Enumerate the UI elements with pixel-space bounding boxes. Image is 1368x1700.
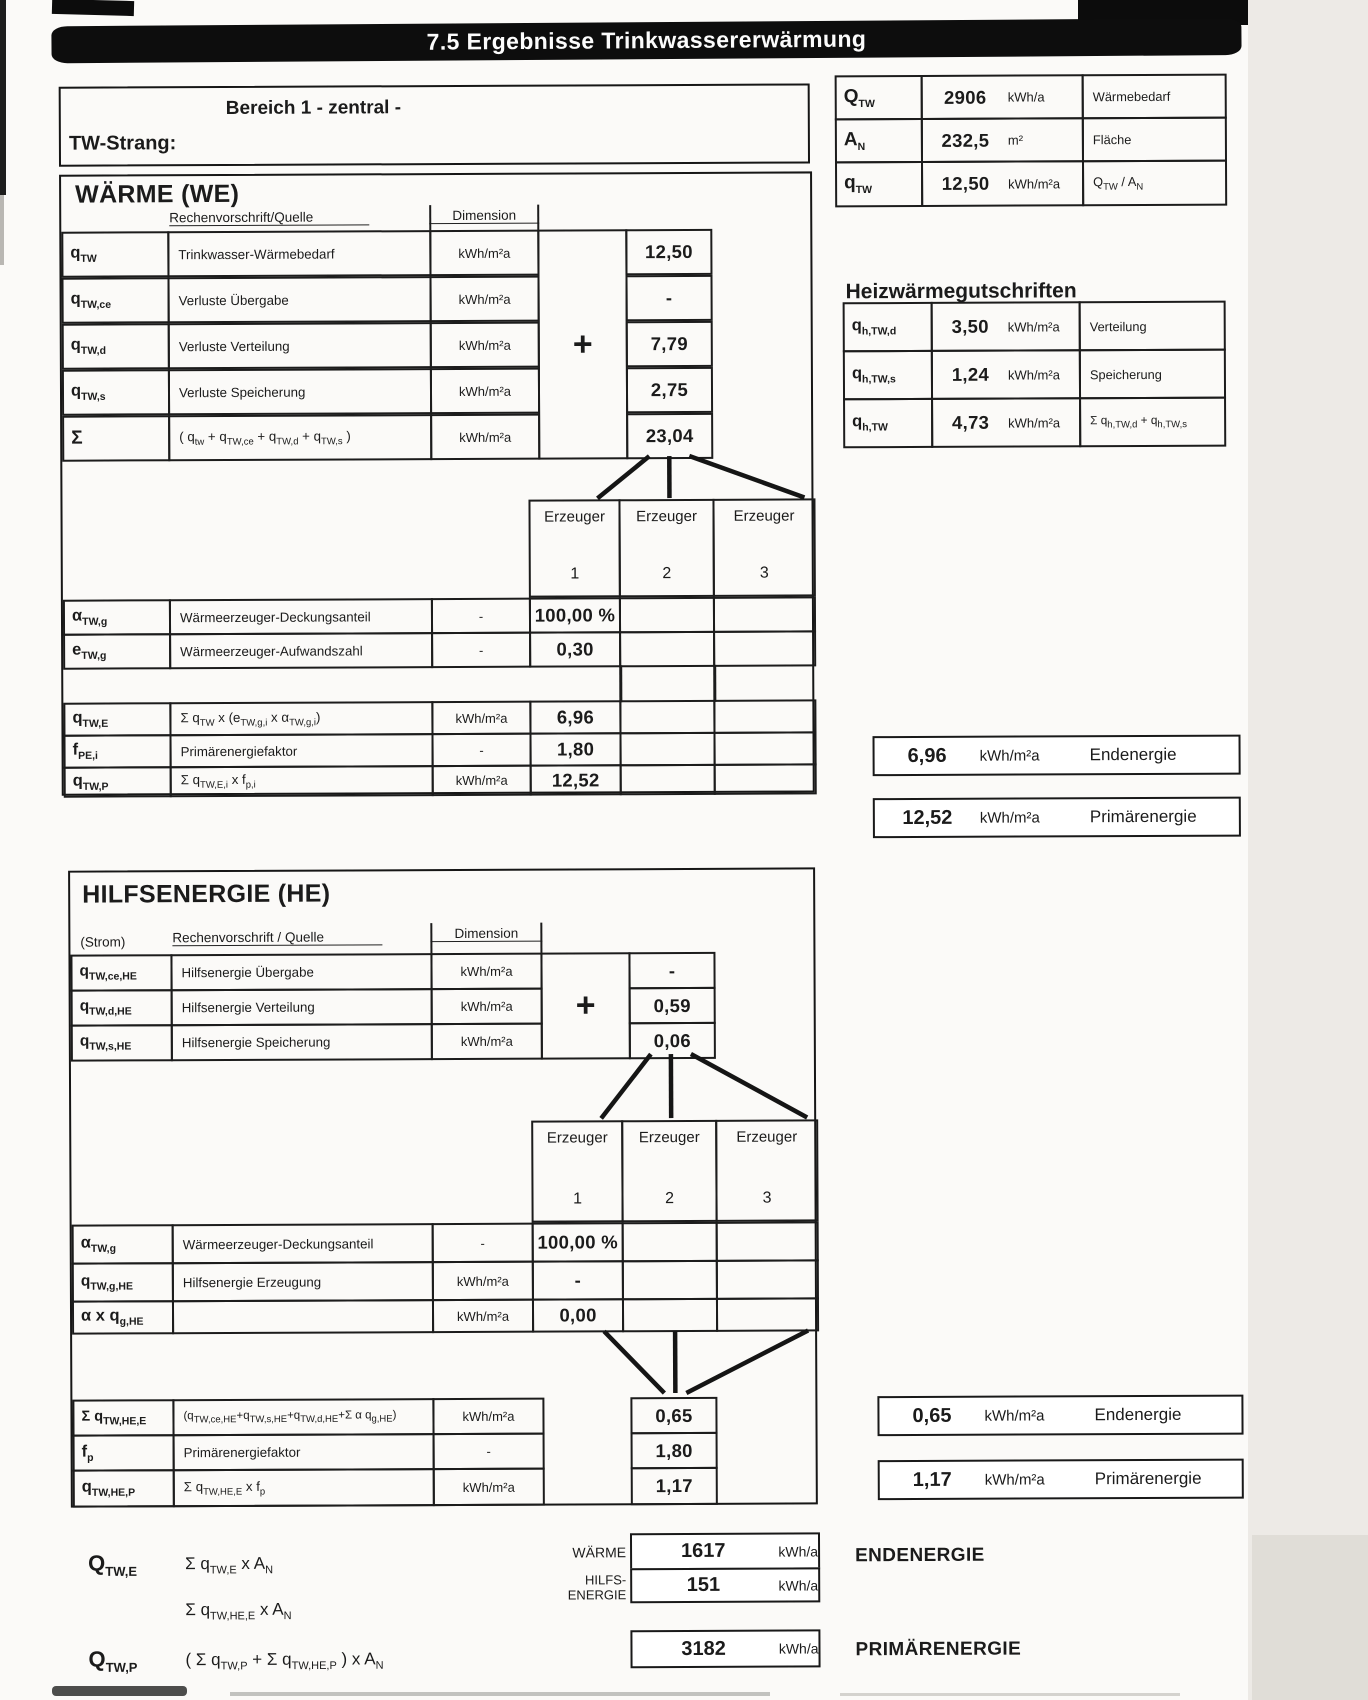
row-dimension: -	[432, 1223, 534, 1263]
summary-symbol: $A_N$	[835, 118, 923, 163]
row-symbol: $f_p$	[73, 1434, 175, 1471]
gutschrift-desc: Verteilung	[1079, 301, 1226, 352]
row-desc: Trinkwasser-Wärmebedarf	[167, 230, 431, 277]
he-primaerenergie-value: 1,17	[912, 1468, 952, 1491]
gutschrift-desc: Σ $q_{h,TW,d} + q_{h,TW,s}$	[1079, 397, 1226, 448]
hilfsenergie-total-value: 151	[686, 1573, 721, 1596]
erzeuger3-cell	[713, 630, 816, 666]
row-symbol: $q_{TW,s,HE}$	[71, 1024, 173, 1061]
sum-value: 23,04	[626, 413, 713, 459]
primaerenergie-heading: PRIMÄRENERGIE	[855, 1638, 1022, 1661]
row-symbol: Σ $q_{TW,HE,E}$	[72, 1399, 174, 1436]
erzeuger3-cell	[713, 699, 816, 733]
endenergie-heading: ENDENERGIE	[855, 1544, 985, 1567]
gutschrift-value-unit: 3,50 kWh/m²a	[931, 301, 1081, 352]
row-symbol: Σ	[62, 415, 170, 461]
erzeuger1-value: 1,80	[529, 732, 621, 766]
total-formula-3: ( Σ $q_{TW,P} + \Sigma$ $q_{TW,HE,P}$ ) x $A_N$	[185, 1649, 384, 1673]
gutschrift-symbol: $q_{h,TW}$	[843, 398, 933, 448]
row-desc: Σ $q_{TW,E,i}$ x $f_{p,i}$	[170, 765, 434, 797]
we-primaerenergie-value: 12,52	[902, 806, 953, 829]
row-dimension: kWh/m²a	[432, 1261, 534, 1301]
erzeuger2-cell	[622, 1298, 718, 1332]
plus-sign: +	[572, 324, 593, 363]
row-dimension: kWh/m²a	[432, 1398, 544, 1435]
erzeuger1-value: 100,00 %	[529, 597, 621, 633]
row-symbol: $e_{TW,g}$	[63, 633, 171, 669]
connector-tick	[713, 665, 716, 702]
summary-value-unit: 2906 kWh/a	[921, 74, 1084, 120]
he-endenergie-value: 0,65	[912, 1404, 952, 1427]
erzeuger3-cell	[714, 763, 817, 794]
he-endenergie-unit: kWh/m²a	[984, 1406, 1045, 1425]
row-desc: Hilfsenergie Speicherung	[171, 1023, 433, 1061]
row-dimension: -	[431, 632, 531, 668]
he-endenergie-label: Endenergie	[1094, 1404, 1182, 1425]
row-dimension: kWh/m²a	[430, 414, 540, 460]
row-symbol: $q_{TW,s}$	[62, 369, 170, 415]
waerme-total-unit: kWh/a	[778, 1542, 819, 1560]
gutschriften-title: Heizwärmegutschriften	[845, 279, 1077, 304]
erzeuger-header-1: Erzeuger 1	[531, 1120, 623, 1222]
strom-label: (Strom)	[80, 934, 126, 950]
hilfsenergie-total-label: HILFS- ENERGIE	[567, 1572, 627, 1603]
row-symbol: $q_{TW,ce}$	[61, 277, 169, 323]
gutschrift-symbol: $q_{h,TW,d}$	[843, 302, 933, 352]
erzeuger-header-3: Erzeuger 3	[712, 498, 815, 596]
row-symbol: $q_{TW,HE,P}$	[73, 1469, 175, 1507]
waerme-table	[59, 171, 815, 795]
hilfsenergie-title: HILFSENERGIE (HE)	[82, 879, 331, 909]
waerme-col-quelle: Rechenvorschrift/Quelle	[169, 209, 369, 226]
erzeuger-header-2: Erzeuger 2	[621, 1120, 717, 1222]
erzeuger1-value: -	[532, 1260, 624, 1300]
row-desc: Verluste Übergabe	[167, 276, 431, 323]
erzeuger3-cell	[716, 1221, 819, 1261]
row-desc: Wärmeerzeuger-Deckungsanteil	[172, 1223, 434, 1264]
total-symbol-qtwe: $Q_{TW,E}$	[88, 1550, 138, 1579]
row-symbol: $q_{TW}$	[61, 231, 169, 277]
erzeuger-header-2: Erzeuger 2	[618, 499, 714, 597]
row-dimension: kWh/m²a	[431, 988, 543, 1025]
primaerenergie-total-value: 3182	[681, 1637, 726, 1660]
summary-desc: $Q_{TW} / A_N$	[1082, 160, 1227, 207]
row-desc	[172, 1299, 434, 1334]
gutschrift-desc: Speicherung	[1079, 349, 1226, 400]
gutschrift-symbol: $q_{h,TW,s}$	[843, 350, 933, 400]
he-primaerenergie-unit: kWh/m²a	[984, 1470, 1045, 1489]
we-endenergie-value: 6,96	[907, 744, 947, 767]
row-symbol: $q_{TW,g,HE}$	[72, 1262, 174, 1302]
he-endenergie-box	[877, 1395, 1243, 1437]
row-desc: Hilfsenergie Übergabe	[170, 953, 432, 991]
summary-desc: Wärmebedarf	[1082, 74, 1227, 120]
erzeuger3-cell	[716, 1297, 819, 1331]
we-primaerenergie-label: Primärenergie	[1089, 806, 1197, 827]
tw-strang-label: TW-Strang:	[68, 132, 177, 155]
erzeuger3-cell	[713, 596, 816, 632]
erzeuger3-cell	[713, 731, 816, 765]
he-col-dimension: Dimension	[430, 926, 542, 942]
we-primaerenergie-unit: kWh/m²a	[979, 808, 1040, 827]
total-symbol-qtwp: $Q_{TW,P}$	[88, 1646, 138, 1675]
row-desc: Hilfsenergie Verteilung	[171, 988, 433, 1026]
row-value: 0,59	[629, 987, 716, 1024]
row-desc: Verluste Verteilung	[168, 322, 432, 369]
erzeuger1-value: 100,00 %	[532, 1222, 624, 1262]
erzeuger2-cell	[620, 764, 716, 795]
row-dimension: kWh/m²a	[430, 368, 540, 414]
summary-symbol: $q_{TW}$	[835, 161, 923, 207]
row-symbol: $q_{TW,E}$	[63, 702, 171, 736]
header-tick	[540, 923, 542, 953]
we-endenergie-unit: kWh/m²a	[979, 746, 1040, 765]
section-title-bar	[51, 18, 1241, 63]
header-tick	[429, 205, 431, 230]
waerme-total-label: WÄRME	[572, 1544, 627, 1561]
erzeuger1-value: 6,96	[529, 700, 621, 734]
row-desc: Σ $q_{TW,HE,E}$ x $f_p$	[173, 1468, 435, 1507]
summary-symbol: $Q_{TW}$	[835, 75, 923, 120]
summary-value-unit: 232,5 m²	[921, 117, 1084, 163]
row-symbol: $q_{TW,P}$	[64, 766, 172, 797]
he-col-quelle: Rechenvorschrift / Quelle	[172, 929, 382, 946]
row-dimension: kWh/m²a	[430, 322, 540, 368]
erzeuger2-cell	[619, 700, 715, 734]
row-value: -	[628, 952, 715, 989]
row-desc: Primärenergiefaktor	[169, 733, 433, 768]
total-formula-1: Σ $q_{TW,E}$ x $A_N$	[185, 1553, 274, 1577]
total-formula-2: Σ $q_{TW,HE,E}$ x $A_N$	[185, 1599, 292, 1623]
erzeuger2-cell	[619, 631, 715, 667]
erzeuger1-value: 0,30	[529, 631, 621, 667]
primaerenergie-total-unit: kWh/a	[778, 1640, 819, 1657]
gutschrift-value-unit: 1,24 kWh/m²a	[931, 349, 1081, 400]
row-dimension: -	[431, 598, 531, 634]
row-value: 0,06	[629, 1022, 716, 1059]
summary-value-unit: 12,50 kWh/m²a	[921, 160, 1084, 207]
we-primaerenergie-box	[873, 797, 1241, 839]
row-symbol: $\alpha_{TW,g}$	[72, 1224, 174, 1264]
we-endenergie-label: Endenergie	[1089, 744, 1177, 765]
row-value: 1,17	[631, 1467, 718, 1505]
bereich-box	[59, 83, 810, 166]
plus-cell	[537, 229, 628, 459]
erzeuger2-cell	[622, 1222, 718, 1262]
row-dimension: kWh/m²a	[432, 765, 532, 796]
row-dimension: -	[433, 1433, 545, 1470]
row-dimension: kWh/m²a	[432, 1299, 534, 1333]
row-dimension: kWh/m²a	[430, 953, 542, 990]
hilfsenergie-table	[68, 867, 818, 1507]
plus-cell	[540, 952, 630, 1059]
row-value: 0,65	[630, 1397, 717, 1434]
waerme-col-dimension: Dimension	[429, 208, 539, 224]
page-title: 7.5 Ergebnisse Trinkwassererwärmung	[426, 25, 867, 55]
row-desc: Wärmeerzeuger-Deckungsanteil	[169, 598, 433, 635]
row-desc: Primärenergiefaktor	[173, 1433, 435, 1471]
row-dimension: kWh/m²a	[429, 230, 539, 276]
row-value: -	[625, 275, 712, 321]
we-endenergie-box	[873, 735, 1241, 777]
header-tick	[430, 923, 432, 953]
row-symbol: $q_{TW,ce,HE}$	[70, 954, 172, 991]
hilfsenergie-total-box	[630, 1567, 820, 1603]
row-desc: Σ $q_{TW}$ x ($e_{TW,g,i}$ x $\alpha_{TW,g,i}$)	[169, 701, 433, 736]
waerme-total-value: 1617	[680, 1539, 726, 1563]
summary-desc: Fläche	[1082, 117, 1227, 163]
connector-tick	[619, 665, 622, 702]
waerme-total-box	[630, 1532, 820, 1570]
row-value: 7,79	[626, 321, 713, 367]
row-dimension: kWh/m²a	[429, 276, 539, 322]
bereich-label: Bereich 1 - zentral -	[225, 97, 402, 119]
gutschrift-value-unit: 4,73 kWh/m²a	[931, 397, 1081, 448]
row-desc: Verluste Speicherung	[168, 368, 432, 415]
erzeuger1-value: 12,52	[530, 764, 622, 795]
primaerenergie-total-box	[630, 1629, 820, 1668]
he-primaerenergie-label: Primärenergie	[1094, 1468, 1202, 1489]
erzeuger-header-3: Erzeuger 3	[715, 1119, 818, 1221]
hilfsenergie-total-unit: kWh/a	[778, 1576, 819, 1594]
erzeuger1-value: 0,00	[532, 1298, 624, 1332]
row-symbol: $q_{TW,d,HE}$	[71, 989, 173, 1026]
row-symbol: $\alpha_{TW,g}$	[63, 599, 171, 635]
waerme-title: WÄRME (WE)	[75, 179, 240, 209]
header-tick	[537, 205, 539, 230]
erzeuger2-cell	[619, 732, 715, 766]
plus-sign: +	[575, 986, 596, 1025]
row-value: 2,75	[626, 367, 713, 413]
erzeuger-header-1: Erzeuger 1	[528, 499, 620, 597]
row-desc: ($q_{TW,ce,HE}+q_{TW,s,HE}+q_{TW,d,HE}+\Sigma$ α $q_{g,HE}$)	[172, 1398, 434, 1436]
row-desc: ( $q_{tw} + q_{TW,ce} + q_{TW,d} + q_{TW,s}$ )	[168, 414, 432, 461]
row-value: 1,80	[631, 1432, 718, 1469]
row-dimension: -	[431, 733, 531, 767]
row-symbol: $q_{TW,d}$	[62, 323, 170, 369]
erzeuger2-cell	[622, 1260, 718, 1300]
row-desc: Hilfsenergie Erzeugung	[172, 1261, 434, 1302]
erzeuger3-cell	[716, 1259, 819, 1299]
row-symbol: $f_{PE,i}$	[63, 734, 171, 768]
he-primaerenergie-box	[878, 1459, 1244, 1501]
row-dimension: kWh/m²a	[431, 1023, 543, 1060]
row-dimension: kWh/m²a	[433, 1468, 545, 1506]
row-dimension: kWh/m²a	[431, 701, 531, 735]
erzeuger2-cell	[619, 597, 715, 633]
row-value: 12,50	[625, 229, 712, 275]
row-desc: Wärmeerzeuger-Aufwandszahl	[169, 632, 433, 669]
row-symbol: α x $q_{g,HE}$	[72, 1300, 174, 1334]
